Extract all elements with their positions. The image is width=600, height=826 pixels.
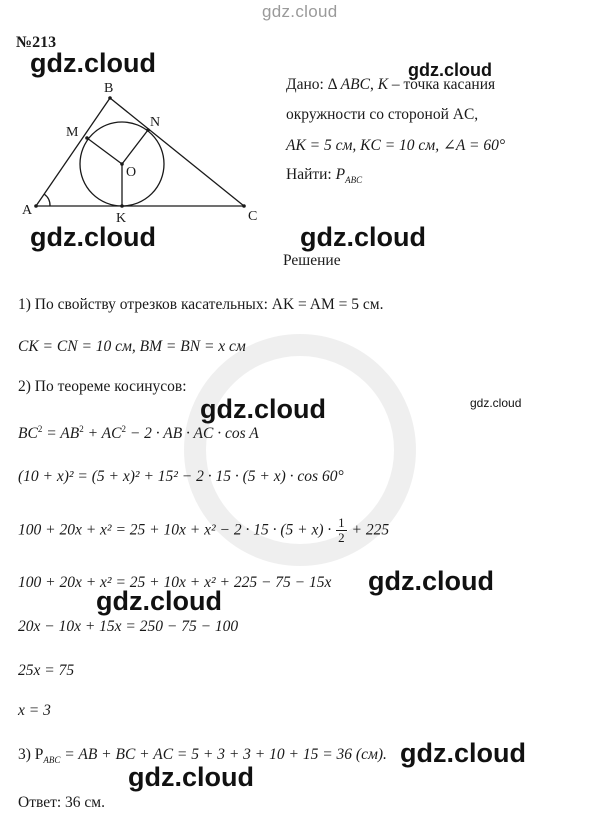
- eq-cosine-law: $BC^2 = AB^2 + AC^2 - 2$ · AB · AC · cos A: [18, 424, 259, 443]
- label-n: N: [150, 115, 161, 130]
- label-a: A: [22, 203, 33, 218]
- eq-25x: 25x = 75: [18, 662, 75, 679]
- radius-om: [87, 138, 122, 164]
- given-line-1: Дано: Δ ABC, K – точка касания: [286, 76, 496, 93]
- given-line-3: AK = 5 см, KC = 10 см, ∠A = 60°: [286, 137, 506, 154]
- watermark-7: gdz.cloud: [368, 566, 494, 596]
- step-1: 1) По свойству отрезков касательных: AK = AM = 5 см.: [18, 296, 384, 313]
- label-o: O: [126, 165, 137, 180]
- label-b: B: [104, 81, 114, 96]
- step-3-perimeter: 3) $P_{ABC}$ = AB + BC + AC = 5 + 3 + 3 + 10 + 15 = 36 (см).: [18, 746, 387, 766]
- triangle-diagram: [14, 74, 274, 234]
- watermark-10: gdz.cloud: [128, 762, 254, 792]
- top-watermark: gdz.cloud: [262, 2, 338, 21]
- solution-title: Решение: [283, 252, 341, 269]
- label-m: M: [66, 125, 79, 140]
- problem-number: №213: [16, 34, 57, 51]
- watermark-3: gdz.cloud: [30, 222, 156, 252]
- watermark-1: gdz.cloud: [30, 48, 156, 78]
- given-line-2: окружности со стороной AC,: [286, 106, 479, 123]
- fraction-one-half: $\frac{1}{2}$: [338, 515, 345, 546]
- given-line-4: Найти: $P_{ABC}$: [286, 166, 363, 186]
- step-1b: CK = CN = 10 см, BM = BN = x см: [18, 338, 246, 355]
- eq-substitution: (10 + x)² = (5 + x)² + 15² − 2 · 15 · (5 + x) · cos 60°: [18, 468, 344, 485]
- watermark-9: gdz.cloud: [400, 738, 526, 768]
- watermark-4: gdz.cloud: [300, 222, 426, 252]
- side-bc: [110, 98, 244, 206]
- side-ab: [36, 98, 110, 206]
- angle-a-arc: [44, 194, 50, 206]
- eq-x: x = 3: [18, 702, 51, 719]
- answer: Ответ: 36 см.: [18, 794, 105, 811]
- eq-simplified: 100 + 20x + x² = 25 + 10x + x² + 225 − 75 − 15x: [18, 574, 332, 591]
- step-2: 2) По теореме косинусов:: [18, 378, 187, 395]
- watermark-8: gdz.cloud: [96, 586, 222, 616]
- label-c: C: [248, 209, 258, 224]
- eq-expanded: 100 + 20x + x² = 25 + 10x + x² − 2 · 15 · (5 + x) · $\frac{1}{2}$ + 225: [18, 515, 390, 546]
- radius-on: [122, 130, 148, 164]
- watermark-6: gdz.cloud: [470, 396, 522, 410]
- eq-collect: 20x − 10x + 15x = 250 − 75 − 100: [18, 618, 239, 635]
- watermark-5: gdz.cloud: [200, 394, 326, 424]
- watermark-2: gdz.cloud: [408, 60, 492, 80]
- label-k: K: [116, 211, 127, 226]
